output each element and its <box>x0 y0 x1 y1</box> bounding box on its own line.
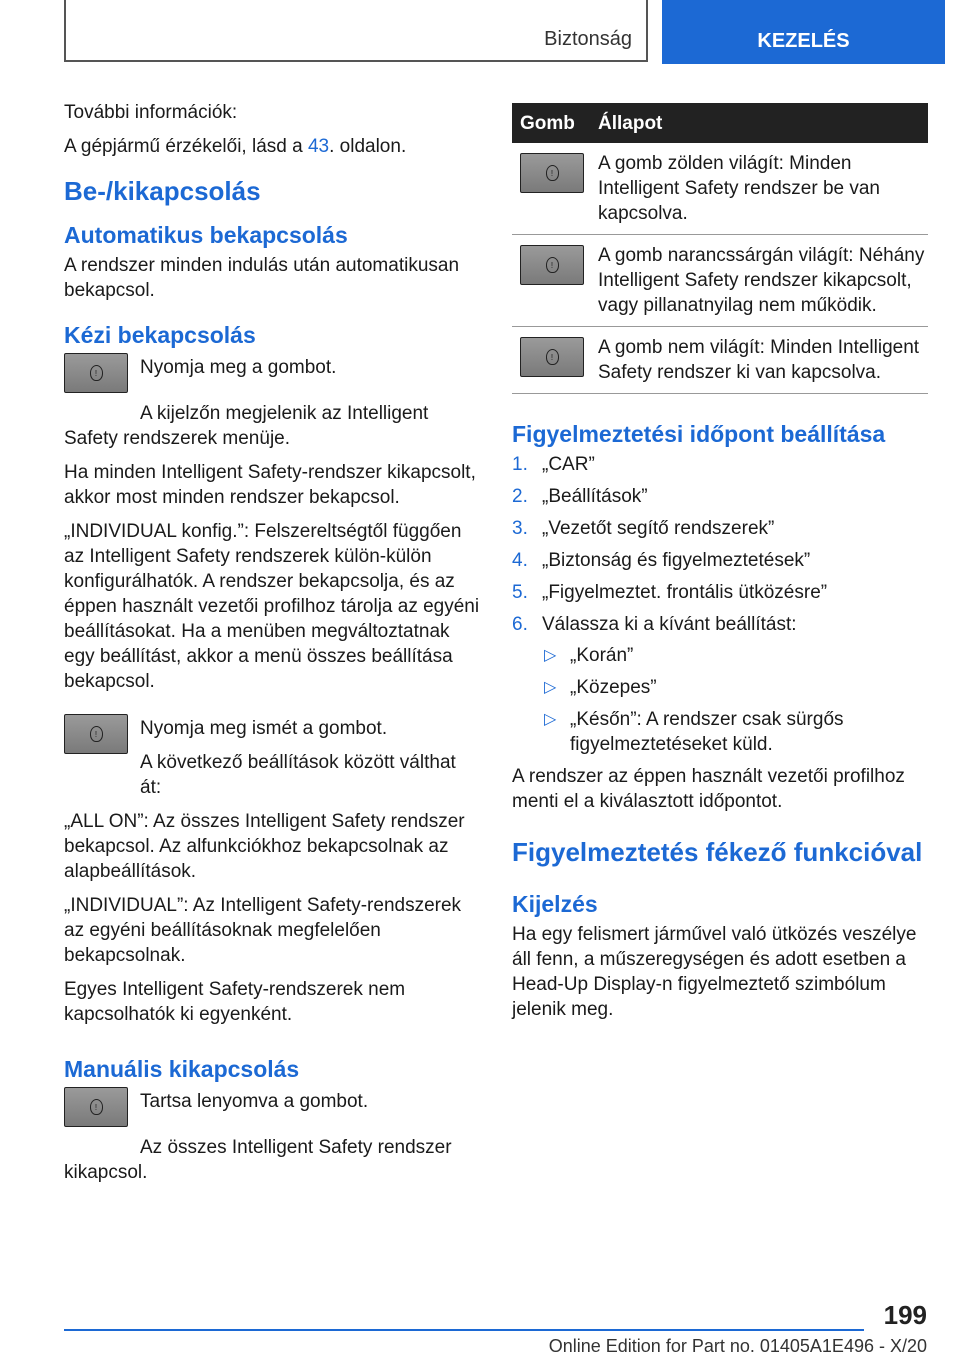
all-off-text: Az összes Intelligent Safety rendszer kikapcsol. <box>64 1137 452 1183</box>
triangle-right-icon: ▷ <box>544 647 557 664</box>
options-list <box>542 643 930 757</box>
press-text: Nyomja meg a gombot. <box>140 357 337 378</box>
intelligent-safety-button-icon: ! <box>546 349 559 365</box>
heading-display: Kijelzés <box>512 891 598 917</box>
header-frame <box>64 0 648 62</box>
safety-button-green <box>520 153 584 193</box>
info-text: A gépjármű érzékelői, lásd a 43. oldalon. <box>64 136 407 157</box>
button-row <box>64 353 482 401</box>
triangle-right-icon: ▷ <box>544 679 557 696</box>
press-again-text: Nyomja meg ismét a gombot. <box>140 718 388 739</box>
auto-text: A rendszer minden indulás után automatikusan bekapcsol. <box>64 255 460 301</box>
intelligent-safety-button-icon: ! <box>90 1099 103 1115</box>
all-on-option-text: „ALL ON”: Az összes Intelligent Safety rendszer bekapcsol. Az alfunkciókhoz bekapcsolnak az alapbeállítások. <box>64 811 465 882</box>
saved-text: A rendszer az éppen használt vezetői profilhoz menti el a kiválasztott időpontot. <box>512 766 905 812</box>
list-item: 1. „CAR” <box>512 454 595 475</box>
heading-manual-off: Manuális kikapcsolás <box>64 1056 300 1082</box>
individual-config-text: „INDIVIDUAL konfig.”: Felszereltségtől függően az Intelligent Safety rendszerek külön-külön konfigurálhatók. A rendszer bekapcsolja, és az éppen használt vezetői profilhoz tárolja az egyéni beállításokat. Ha a menüben megváltoztatnak egy beállítást, akkor a menü összes beállítása bekapcsol. <box>64 521 480 692</box>
safety-button[interactable] <box>64 1087 128 1127</box>
button-row <box>64 714 482 800</box>
intelligent-safety-button-icon: ! <box>90 726 103 742</box>
all-on-text: Ha minden Intelligent Safety-rendszer kikapcsolt, akkor most minden rendszer bekapcsol. <box>64 462 476 508</box>
steps-list <box>512 452 930 757</box>
switch-text: A következő beállítások között válthat át: <box>140 752 456 798</box>
table-header: Állapot <box>590 103 928 143</box>
button-row <box>64 1087 482 1135</box>
status-table <box>512 103 928 394</box>
chapter-tab[interactable]: KEZELÉS <box>662 0 945 64</box>
intelligent-safety-button-icon: ! <box>546 257 559 273</box>
footer-divider <box>64 1329 864 1331</box>
safety-button-orange <box>520 245 584 285</box>
heading-auto: Automatikus bekapcsolás <box>64 222 348 248</box>
left-column <box>64 100 482 1194</box>
list-item: 5. „Figyelmeztet. frontális ütközésre” <box>512 582 828 603</box>
table-header: Gomb <box>512 103 590 143</box>
footer-edition: Online Edition for Part no. 01405A1E496 - X/20 <box>548 1336 927 1356</box>
status-cell: A gomb nem világít: Minden Intelligent Safety rendszer ki van kapcsolva. <box>590 327 928 394</box>
intelligent-safety-button-icon: ! <box>90 365 103 381</box>
safety-button-off <box>520 337 584 377</box>
some-systems-text: Egyes Intelligent Safety-rendszerek nem kapcsolhatók ki egyenként. <box>64 979 406 1025</box>
status-cell: A gomb narancssárgán világít: Néhány Intelligent Safety rendszer kikapcsolt, vagy pillanatnyilag nem működik. <box>590 235 928 327</box>
safety-button[interactable] <box>64 714 128 754</box>
list-item: 3. „Vezetőt segítő rendszerek” <box>512 518 775 539</box>
safety-button[interactable] <box>64 353 128 393</box>
list-item: 4. „Biztonság és figyelmeztetések” <box>512 550 811 571</box>
option-item: ▷ „Későn”: A rendszer csak sürgős figyelmeztetéseket küld. <box>544 709 844 755</box>
option-item: ▷ „Korán” <box>544 645 634 666</box>
menu-text: A kijelzőn megjelenik az Intelligent Safety rendszerek menüje. <box>64 403 429 449</box>
page-link[interactable]: 43 <box>307 136 330 157</box>
display-text: Ha egy felismert járművel való ütközés veszélye áll fenn, a műszeregységen és adott esetben a Head-Up Display-n figyelmeztető szimbólum jelenik meg. <box>512 924 917 1020</box>
page-number: 199 <box>883 1300 927 1330</box>
heading-warning-time: Figyelmeztetési időpont beállítása <box>512 421 886 447</box>
table-row <box>512 327 928 394</box>
triangle-right-icon: ▷ <box>544 711 557 728</box>
section-title: Biztonság <box>544 28 632 50</box>
intelligent-safety-button-icon: ! <box>546 165 559 181</box>
heading-onoff: Be-/kikapcsolás <box>64 176 261 206</box>
individual-option-text: „INDIVIDUAL”: Az Intelligent Safety-rendszerek az egyéni beállításoknak megfelelően bekapcsolnak. <box>64 895 462 966</box>
heading-manual-on: Kézi bekapcsolás <box>64 322 256 348</box>
table-row <box>512 143 928 235</box>
list-item: 6. Válassza ki a kívánt beállítást: ▷ „Korán” ▷ „Közepes” ▷ „Későn”: A rendszer csak sürgős figyelmeztetéseket küld. <box>512 612 930 757</box>
right-column <box>512 103 930 1031</box>
hold-text: Tartsa lenyomva a gombot. <box>140 1091 369 1112</box>
heading-braking: Figyelmeztetés fékező funkcióval <box>512 837 923 867</box>
table-header-row <box>512 103 928 143</box>
status-cell: A gomb zölden világít: Minden Intelligent Safety rendszer be van kapcsolva. <box>590 143 928 235</box>
list-item: 2. „Beállítások” <box>512 486 648 507</box>
option-item: ▷ „Közepes” <box>544 677 657 698</box>
table-row <box>512 235 928 327</box>
info-label: További információk: <box>64 102 238 123</box>
